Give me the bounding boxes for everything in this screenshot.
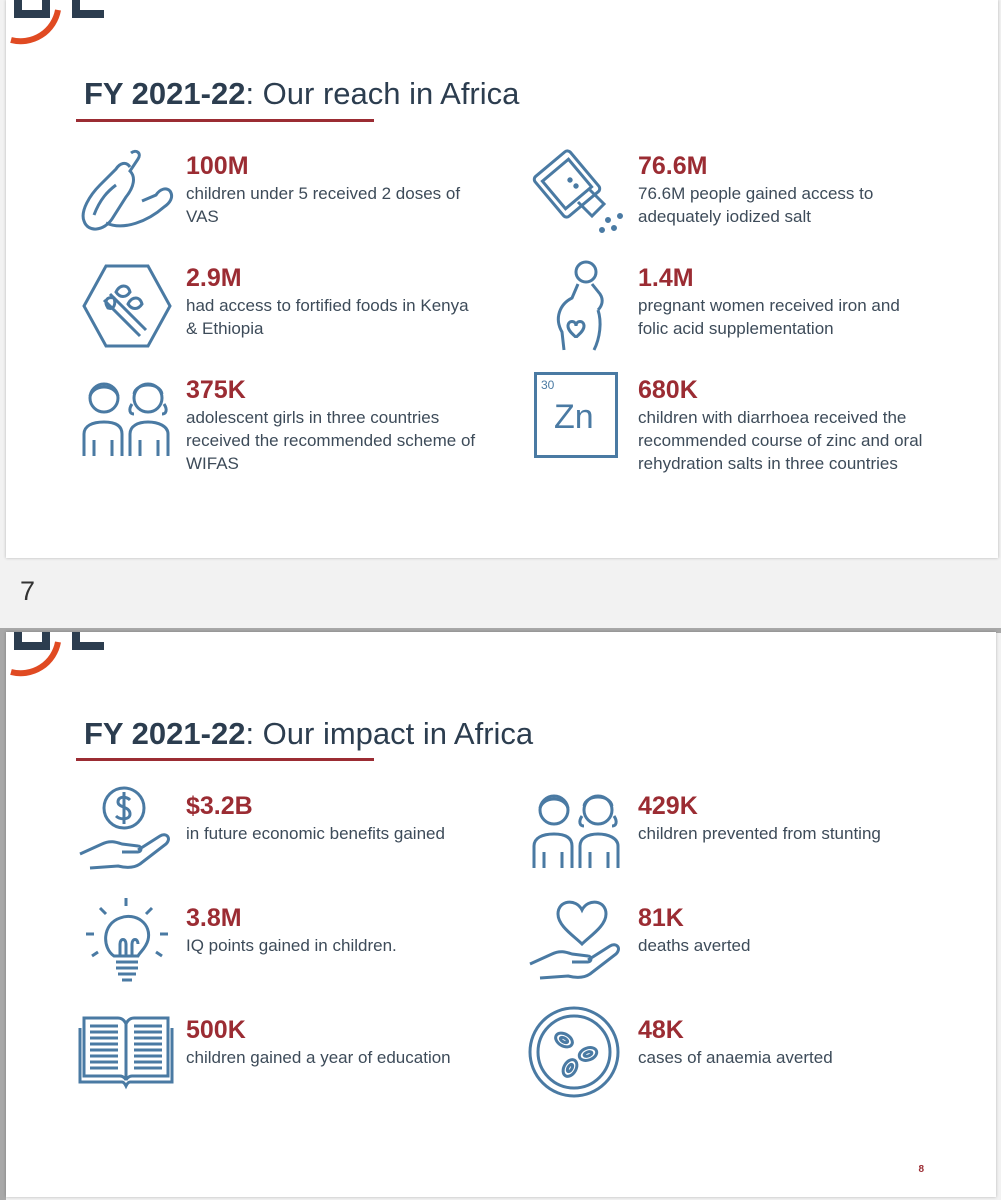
stat-description: in future economic benefits gained	[186, 824, 445, 843]
zinc-symbol: Zn	[554, 398, 594, 436]
reach-item-zinc	[638, 376, 928, 475]
slide-impact	[6, 632, 996, 1197]
blood-cells-icon	[526, 1004, 626, 1104]
adolescents-icon	[76, 370, 176, 470]
page-title: FY 2021-22: Our reach in Africa	[84, 76, 520, 111]
stat-value: 3.8M	[186, 904, 242, 932]
stat-description: pregnant women received iron and folic acid supplementation	[638, 296, 900, 338]
stat-value: 100M	[186, 152, 249, 180]
stat-description: children under 5 received 2 doses of VAS	[186, 184, 461, 226]
stat-value: 76.6M	[638, 152, 708, 180]
title-underline	[76, 758, 374, 761]
stat-value: 500K	[186, 1016, 246, 1044]
stat-value: 680K	[638, 376, 698, 404]
impact-item-education	[186, 1016, 476, 1069]
impact-item-economic	[186, 792, 476, 845]
vitamin-capsule-icon	[76, 145, 176, 245]
impact-item-anaemia	[638, 1016, 928, 1069]
stat-description: children gained a year of education	[186, 1048, 451, 1067]
zinc-element-icon	[532, 370, 622, 462]
stat-description: IQ points gained in children.	[186, 936, 397, 955]
logo-icon	[6, 0, 106, 60]
reach-item-wifas	[186, 376, 476, 475]
stat-value: 1.4M	[638, 264, 694, 292]
zinc-atomic-number: 30	[541, 378, 555, 392]
wheat-hexagon-icon	[76, 258, 176, 358]
page-title: FY 2021-22: Our impact in Africa	[84, 716, 534, 751]
impact-item-deaths	[638, 904, 928, 957]
stat-description: had access to fortified foods in Kenya & Ethiopia	[186, 296, 469, 338]
reach-item-iron	[638, 264, 928, 340]
stat-description: children prevented from stunting	[638, 824, 881, 843]
reach-item-salt	[638, 152, 928, 228]
title-underline	[76, 119, 374, 122]
children-icon	[526, 782, 626, 882]
reach-item-vas	[186, 152, 476, 228]
book-icon	[76, 1004, 176, 1104]
reach-item-fortified	[186, 264, 476, 340]
salt-shaker-icon	[530, 140, 630, 240]
impact-item-iq	[186, 904, 476, 957]
stat-value: 375K	[186, 376, 246, 404]
stat-value: 81K	[638, 904, 684, 932]
stat-description: deaths averted	[638, 936, 751, 955]
pregnant-woman-icon	[528, 254, 628, 354]
dollar-hand-icon	[76, 782, 176, 882]
stat-description: adolescent girls in three countries received the recommended scheme of WIFAS	[186, 408, 476, 473]
page-number-label: 7	[20, 576, 36, 606]
heart-hand-icon	[526, 894, 626, 994]
impact-item-stunting	[638, 792, 928, 845]
stat-description: cases of anaemia averted	[638, 1048, 833, 1067]
slide-reach	[6, 0, 998, 558]
stat-description: 76.6M people gained access to adequately iodized salt	[638, 184, 874, 226]
logo-icon	[6, 632, 106, 692]
lightbulb-icon	[80, 894, 180, 994]
stat-value: 429K	[638, 792, 698, 820]
stat-value: 48K	[638, 1016, 684, 1044]
stat-value: 2.9M	[186, 264, 242, 292]
stat-value: $3.2B	[186, 792, 253, 820]
slide-page-number: 8	[918, 1164, 924, 1175]
stat-description: children with diarrhoea received the recommended course of zinc and oral rehydration salts in three countries	[638, 408, 923, 473]
